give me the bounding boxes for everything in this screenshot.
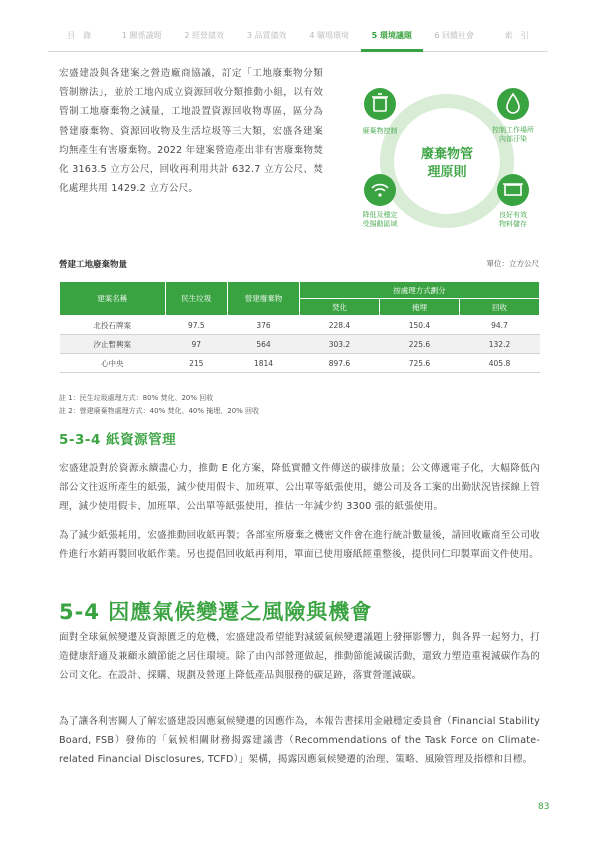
cell-incinerate: 228.4 <box>299 316 379 335</box>
tab-quality[interactable]: 3 品質績效 <box>236 26 299 52</box>
item-reduce-line2: 受揚動區域 <box>362 220 398 228</box>
cell-recycle: 132.2 <box>459 335 539 354</box>
chapter-nav <box>48 26 548 52</box>
tab-index[interactable]: 索 引 <box>486 26 549 52</box>
item-storage-line1: 良好有效 <box>499 211 527 219</box>
tab-environment[interactable]: 5 環境議題 <box>361 26 424 52</box>
cell-domestic: 97.5 <box>165 316 227 335</box>
note-1: 註 1：民生垃圾處理方式：80% 焚化、20% 回收 <box>59 394 214 402</box>
table-row <box>60 354 540 373</box>
cell-incinerate: 303.2 <box>299 335 379 354</box>
paper-paragraph-1: 宏盛建設對於資源永續盡心力，推動 E 化方案，降低實體文件傳送的碳排放量；公文傳遞電子化，大幅降低內部公文往返所產生的紙張，減少使用假卡、加班單、公出單等紙張使用，總公司及各工案的出勤狀況皆採線上管理，減少使用假卡、加班單、公出單等紙張使用，推估一年減少約 3300 張的紙張使用。 <box>59 463 540 513</box>
table-row <box>60 316 540 335</box>
header-incinerate: 焚化 <box>299 299 379 316</box>
item-storage-line2: 物料儲存 <box>499 220 527 228</box>
tab-workplace[interactable]: 4 職場環境 <box>298 26 361 52</box>
trash-icon <box>364 88 396 120</box>
header-domestic: 民生垃圾 <box>165 282 227 316</box>
intro-paragraph: 宏盛建設與各建案之營造廠商協議，訂定「工地廢棄物分類管制辦法」，並於工地內成立資源回收分類推動小組，以有效管制工地廢棄物之減量，工地設置資源回收物專區，區分為營建廢棄物、資源回收物及生活垃圾等三大類，宏盛各建案均無產生有害廢棄物。2022 年建案營造產出非有害廢棄物焚化 3163.5 立方公尺，回收再利用共計 632.7 立方公尺、焚化處理共用 1429.2 立方公尺。 <box>59 68 323 195</box>
cell-landfill: 725.6 <box>379 354 459 373</box>
waste-table <box>59 281 540 373</box>
climate-section-heading: 5-4 因應氣候變遷之風險與機會 <box>59 600 373 624</box>
waste-principles-diagram <box>345 86 549 236</box>
cell-recycle: 405.8 <box>459 354 539 373</box>
tab-business[interactable]: 2 經營績效 <box>173 26 236 52</box>
cell-site: 心中央 <box>60 354 166 373</box>
cell-construction: 1814 <box>227 354 299 373</box>
tab-contents[interactable]: 目 錄 <box>48 26 111 52</box>
storage-icon <box>497 174 529 206</box>
item-pollution-line2: 內部汙染 <box>499 135 527 143</box>
cell-site: 北投石牌案 <box>60 316 166 335</box>
header-method-group: 按處理方式劃分 <box>299 282 539 299</box>
wifi-icon <box>364 174 396 206</box>
item-waste-control: 廢棄物控制 <box>362 127 398 135</box>
droplet-icon <box>497 88 529 120</box>
tab-society[interactable]: 6 回饋社會 <box>423 26 486 52</box>
cell-landfill: 225.6 <box>379 335 459 354</box>
paper-paragraph-2: 為了減少紙張耗用，宏盛推動回收紙再製；各部室所廢棄之機密文件會在進行統計數量後，請回收廠商至公司收件進行水銷再製回收紙作業。另也提倡回收紙再利用，單面已使用廢紙經重整後，提供同仁印製單面文件使用。 <box>59 530 540 561</box>
paper-section-heading: 5-3-4 紙資源管理 <box>59 432 177 448</box>
principles-title-line2: 理原則 <box>427 165 467 180</box>
table-row <box>60 335 540 354</box>
cell-domestic: 97 <box>165 335 227 354</box>
principles-graphic <box>345 86 549 236</box>
cell-landfill: 150.4 <box>379 316 459 335</box>
principles-title-line1: 廢棄物管 <box>420 147 474 162</box>
table-title: 營建工地廢棄物量 <box>59 260 128 270</box>
tab-stakeholder[interactable]: 1 關係議題 <box>111 26 174 52</box>
item-pollution-line1: 控制工作場所 <box>492 126 534 134</box>
cell-incinerate: 897.6 <box>299 354 379 373</box>
note-2: 註 2：營建廢棄物處理方式：40% 焚化、40% 掩埋、20% 回收 <box>59 407 260 415</box>
header-construction: 營建廢棄物 <box>227 282 299 316</box>
climate-paragraph-1: 面對全球氣候變遷及資源匱乏的危機，宏盛建設希望能對減緩氣候變遷議題上發揮影響力，與各界一起努力，打造健康舒適及兼顧永續節能之居住環境。除了由內部營運做起，推動節能減碳活動，還致力塑造重視減碳作為的公司文化。在設計、採購、規劃及營運上降低產品與服務的碳足跡，落實營運減碳。 <box>59 632 540 682</box>
cell-recycle: 94.7 <box>459 316 539 335</box>
item-reduce-line1: 降低及穩定 <box>362 211 398 219</box>
table-unit: 單位：立方公尺 <box>486 259 539 268</box>
header-recycle: 回收 <box>459 299 539 316</box>
page-number: 83 <box>538 802 550 812</box>
header-site: 建案名稱 <box>60 282 166 316</box>
cell-construction: 376 <box>227 316 299 335</box>
header-landfill: 掩埋 <box>379 299 459 316</box>
cell-construction: 564 <box>227 335 299 354</box>
cell-domestic: 215 <box>165 354 227 373</box>
climate-paragraph-2: 為了讓各利害關人了解宏盛建設因應氣候變遷的因應作為，本報告書採用金融穩定委員會（Financial Stability Board, FSB）發佈的「氣候相關財務揭露建議書（Recommendations of the Task Force on Climate-related Financial Disclosures, TCFD）」架構，揭露因應氣候變遷的治理、策略、風險管理及指標和目標。 <box>59 716 540 766</box>
cell-site: 汐止暫興案 <box>60 335 166 354</box>
